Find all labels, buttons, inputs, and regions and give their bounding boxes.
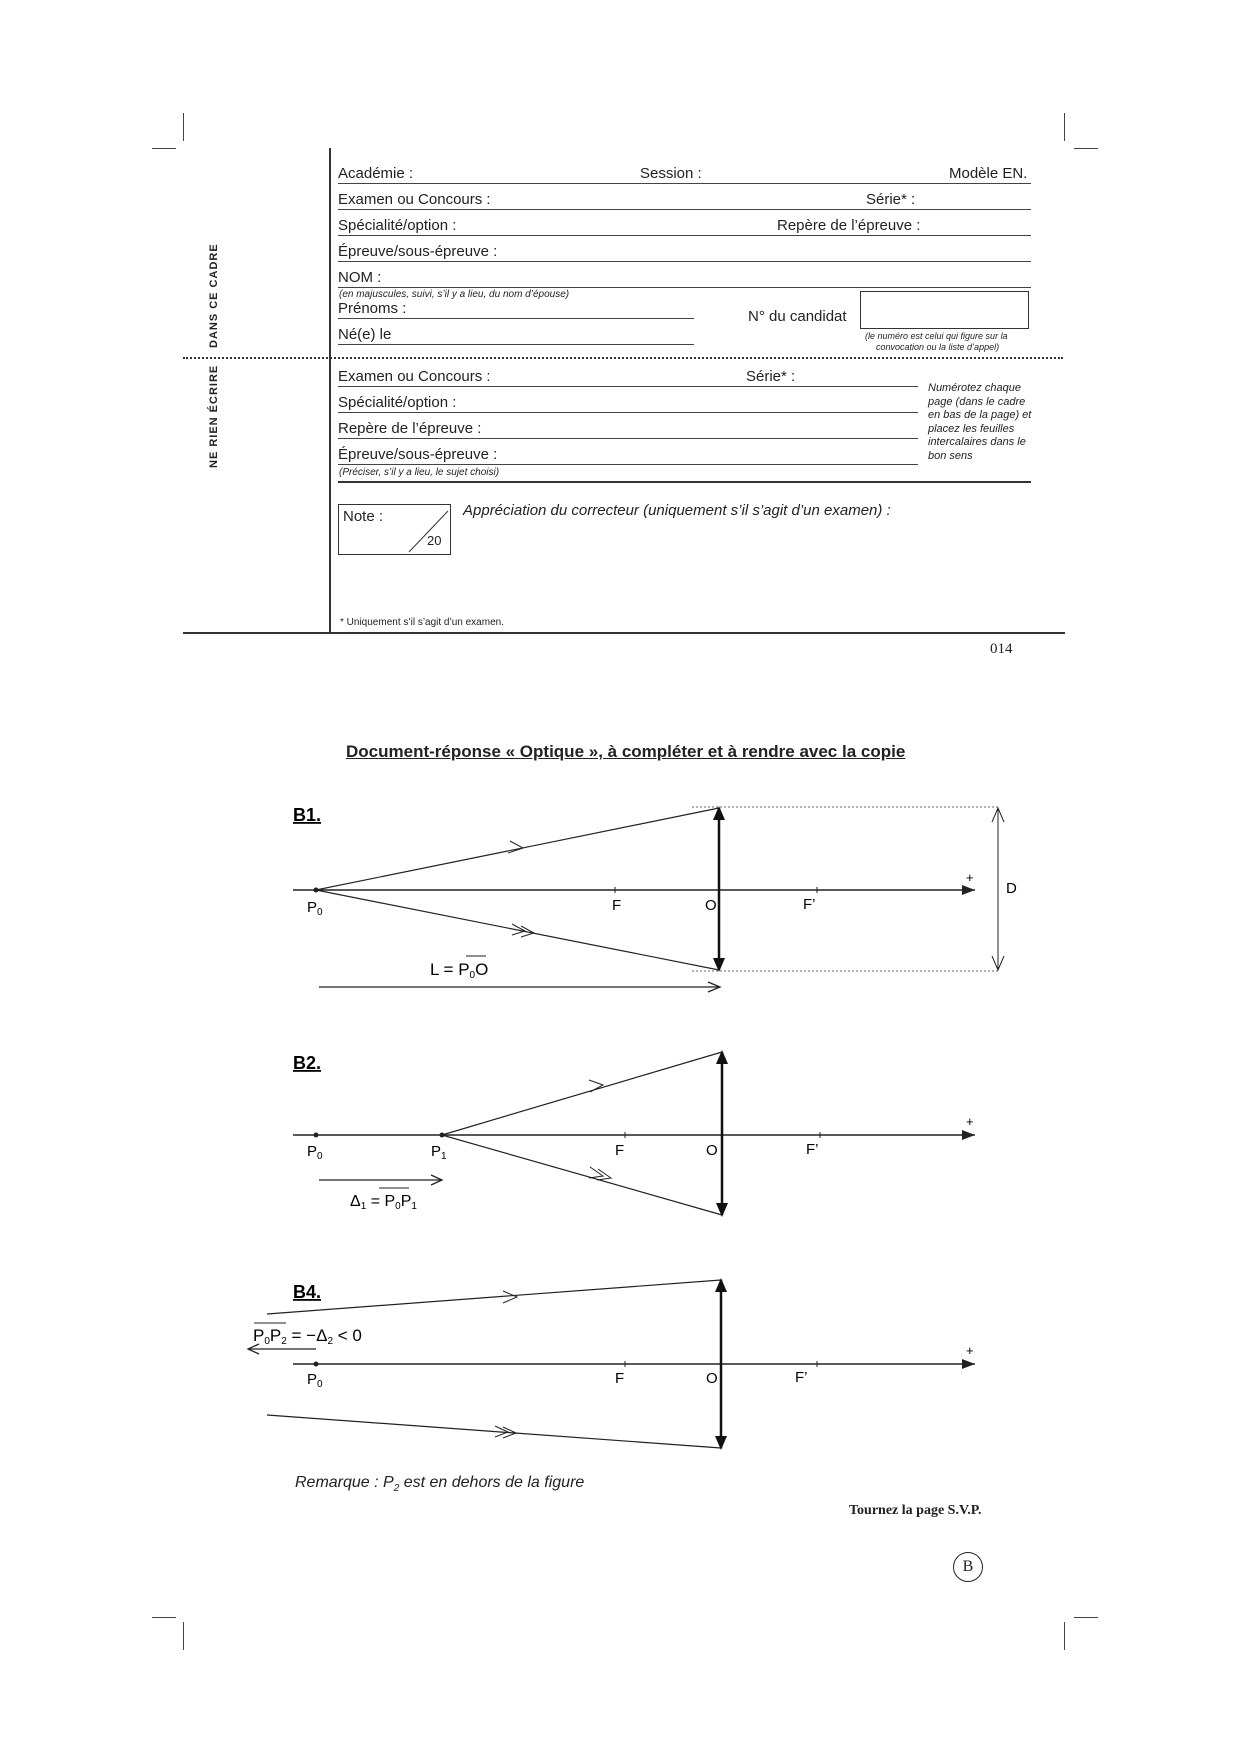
appreciation-label: Appréciation du correcteur (uniquement s’il s’agit d’un examen) : bbox=[463, 502, 891, 519]
academie-label: Académie : bbox=[338, 165, 414, 182]
nom-label: NOM : bbox=[338, 269, 382, 286]
crop-mark bbox=[183, 1622, 184, 1650]
form-line bbox=[338, 344, 694, 345]
axis-plus-sign: + bbox=[966, 1343, 974, 1358]
formula-p: P bbox=[400, 1193, 412, 1210]
label-p0 bbox=[307, 1143, 323, 1162]
formula-l-sub: 0 bbox=[469, 970, 476, 981]
ray-arrow-single bbox=[503, 1291, 517, 1303]
formula-eq: = bbox=[366, 1193, 385, 1210]
ray-lower bbox=[267, 1415, 721, 1448]
formula-p: P bbox=[384, 1193, 396, 1210]
specialite-label-2: Spécialité/option : bbox=[338, 394, 457, 411]
examen-label: Examen ou Concours : bbox=[338, 191, 491, 208]
side-text-right: DANS CE CADRE bbox=[208, 243, 220, 348]
formula-sub2: 2 bbox=[327, 1336, 334, 1347]
remarque-text-end: est en dehors de la figure bbox=[399, 1474, 585, 1491]
crop-mark bbox=[152, 148, 176, 149]
label-p1 bbox=[431, 1143, 447, 1162]
examen-label-2: Examen ou Concours : bbox=[338, 368, 491, 385]
candidat-number-box[interactable] bbox=[860, 291, 1029, 329]
fold-dotted-line bbox=[183, 357, 1063, 359]
formula-delta: Δ bbox=[350, 1193, 361, 1210]
formula-sub1: 1 bbox=[411, 1201, 417, 1212]
numerotez-line: placez les feuilles bbox=[928, 422, 1015, 435]
crop-mark bbox=[1064, 1622, 1065, 1650]
label-p0-main: P bbox=[307, 1371, 318, 1388]
label-o: O bbox=[706, 1142, 718, 1159]
form-line-thick bbox=[338, 481, 1031, 483]
figure-label: B4. bbox=[293, 1282, 322, 1302]
crop-mark bbox=[1064, 113, 1065, 141]
crop-mark bbox=[1074, 148, 1098, 149]
nele-label: Né(e) le bbox=[338, 326, 392, 343]
label-p1-sub: 1 bbox=[441, 1151, 447, 1162]
label-d: D bbox=[1006, 880, 1017, 897]
remarque bbox=[295, 1474, 584, 1494]
label-f: F bbox=[615, 1142, 625, 1159]
axis-arrowhead bbox=[962, 1130, 975, 1140]
formula-delta1 bbox=[350, 1193, 417, 1212]
formula-l-p: P bbox=[458, 960, 470, 979]
specialite-label: Spécialité/option : bbox=[338, 217, 457, 234]
epreuve-label-2: Épreuve/sous-épreuve : bbox=[338, 446, 498, 463]
formula-p0p2 bbox=[253, 1326, 362, 1347]
label-f: F bbox=[612, 897, 622, 914]
formula-sub0: 0 bbox=[264, 1336, 270, 1347]
note-max: 20 bbox=[427, 533, 442, 548]
remarque-sub: 2 bbox=[393, 1483, 400, 1495]
form-line bbox=[338, 261, 1031, 262]
formula-sub2: 2 bbox=[281, 1336, 287, 1347]
ray-arrow-double bbox=[597, 1169, 611, 1180]
form-line bbox=[338, 438, 918, 439]
figure-b4 bbox=[0, 1270, 1242, 1465]
point-p0 bbox=[314, 1133, 319, 1138]
label-o: O bbox=[706, 1370, 718, 1387]
formula-p: P bbox=[253, 1326, 265, 1345]
nom-note: (en majuscules, suivi, s’il y a lieu, du nom d’épouse) bbox=[339, 289, 570, 300]
label-p0-sub: 0 bbox=[317, 1151, 323, 1162]
axis-arrowhead bbox=[962, 1359, 975, 1369]
candidat-note-1: (le numéro est celui qui figure sur la bbox=[865, 331, 1008, 341]
form-line bbox=[338, 235, 1031, 236]
note-label: Note : bbox=[343, 508, 384, 525]
form-line bbox=[338, 386, 918, 387]
formula-lt: < 0 bbox=[333, 1326, 362, 1345]
modele-label: Modèle EN. bbox=[949, 165, 1028, 182]
label-p0-sub: 0 bbox=[317, 907, 323, 918]
frame-vertical-line bbox=[329, 148, 331, 632]
label-p0-sub: 0 bbox=[317, 1379, 323, 1390]
corner-letter: B bbox=[962, 1558, 974, 1575]
crop-mark bbox=[1074, 1617, 1098, 1618]
label-p0-main: P bbox=[307, 1143, 318, 1160]
label-p0-main: P bbox=[307, 899, 318, 916]
label-f: F bbox=[615, 1370, 625, 1387]
ray-upper bbox=[316, 808, 719, 890]
formula-l-o: O bbox=[475, 960, 489, 979]
label-fp: F’ bbox=[803, 896, 816, 913]
crop-mark bbox=[152, 1617, 176, 1618]
formula-l bbox=[430, 960, 488, 981]
figure-label: B2. bbox=[293, 1053, 322, 1073]
figure-b1 bbox=[0, 790, 1242, 1010]
epreuve-label: Épreuve/sous-épreuve : bbox=[338, 243, 498, 260]
figure-label: B1. bbox=[293, 805, 322, 825]
form-line bbox=[338, 183, 1031, 184]
numerotez-line: bon sens bbox=[928, 449, 973, 462]
label-p0 bbox=[307, 899, 323, 918]
label-p0 bbox=[307, 1371, 323, 1390]
footnote: * Uniquement s’il s’agit d’un examen. bbox=[340, 617, 504, 628]
crop-mark bbox=[183, 113, 184, 141]
candidat-label: N° du candidat bbox=[748, 308, 847, 325]
repere-label: Repère de l’épreuve : bbox=[777, 217, 921, 234]
serie-label: Série* : bbox=[866, 191, 916, 208]
preciser-note: (Préciser, s’il y a lieu, le sujet choisi) bbox=[339, 467, 500, 478]
numerotez-line: en bas de la page) et bbox=[928, 409, 1032, 421]
numerotez-line: page (dans le cadre bbox=[928, 395, 1026, 408]
numerotez-line: intercalaires dans le bbox=[928, 436, 1026, 448]
axis-arrowhead bbox=[962, 885, 975, 895]
form-line bbox=[338, 318, 694, 319]
remarque-text: Remarque : P bbox=[295, 1474, 394, 1491]
axis-plus-sign: + bbox=[966, 1114, 974, 1129]
form-line bbox=[338, 287, 1031, 288]
ray-upper bbox=[267, 1280, 721, 1314]
candidat-note-2: convocation ou la liste d’appel) bbox=[876, 342, 1000, 352]
form-line bbox=[338, 412, 918, 413]
form-line bbox=[338, 464, 918, 465]
numerotez-note bbox=[928, 382, 1031, 463]
document-title: Document-réponse « Optique », à compléter et à rendre avec la copie bbox=[346, 742, 906, 761]
label-o: O bbox=[705, 897, 717, 914]
formula-eq: = −Δ bbox=[286, 1326, 328, 1345]
ray-arrow-double bbox=[589, 1167, 603, 1178]
label-fp: F’ bbox=[795, 1369, 808, 1386]
prenoms-label: Prénoms : bbox=[338, 300, 407, 317]
repere-label-2: Repère de l’épreuve : bbox=[338, 420, 482, 437]
ray-lower bbox=[316, 890, 719, 970]
note-box[interactable] bbox=[338, 504, 451, 555]
ray-arrow-single bbox=[508, 841, 523, 853]
formula-delta-sub: 1 bbox=[360, 1201, 367, 1212]
page-code: 014 bbox=[990, 641, 1013, 657]
numerotez-line: Numérotez chaque bbox=[928, 382, 1021, 394]
form-line bbox=[338, 209, 1031, 210]
formula-l-text: L = bbox=[430, 960, 459, 979]
serie-label-2: Série* : bbox=[746, 368, 796, 385]
formula-p: P bbox=[269, 1326, 282, 1345]
ray-lower bbox=[442, 1135, 722, 1215]
axis-plus-sign: + bbox=[966, 870, 974, 885]
formula-sub0: 0 bbox=[395, 1201, 401, 1212]
point-p0 bbox=[314, 1362, 319, 1367]
frame-bottom-line bbox=[183, 632, 1065, 634]
figure-b2 bbox=[0, 1040, 1242, 1230]
ray-upper bbox=[442, 1052, 722, 1135]
session-label: Session : bbox=[640, 165, 702, 182]
tournez-la-page: Tournez la page S.V.P. bbox=[849, 1503, 982, 1518]
label-fp: F’ bbox=[806, 1141, 819, 1158]
side-text-left: NE RIEN ÉCRIRE bbox=[208, 364, 220, 468]
corner-letter-circle bbox=[953, 1552, 983, 1582]
label-p1-main: P bbox=[431, 1143, 442, 1160]
